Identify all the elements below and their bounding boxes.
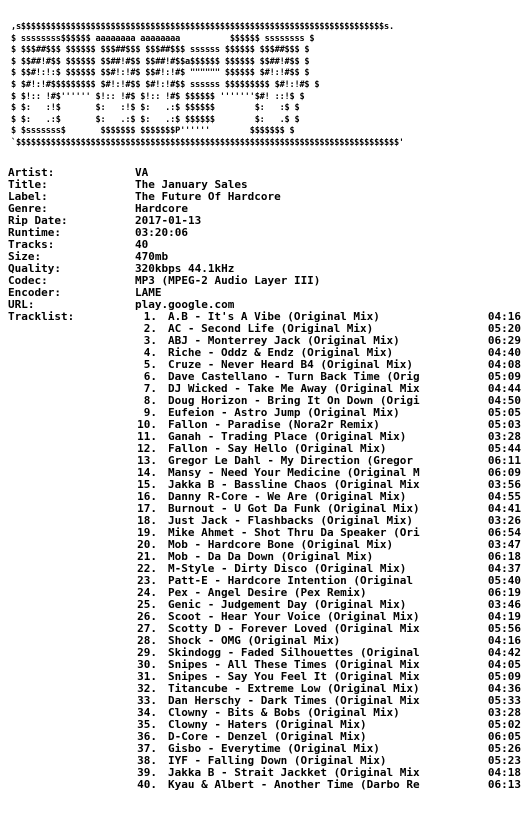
track-title: ABJ - Monterrey Jack (Original Mix)	[168, 335, 400, 347]
track-row	[135, 395, 521, 407]
track-num: 22.	[137, 562, 157, 575]
track-row	[135, 779, 521, 791]
track-time: 05:05	[485, 407, 521, 419]
track-num: 32.	[137, 682, 157, 695]
track-row	[135, 587, 521, 599]
track-num: 25.	[137, 598, 157, 611]
track-title: Mob - Hardcore Bone (Original Mix)	[168, 539, 394, 551]
track-time: 06:11	[485, 455, 521, 467]
track-title: Scotty D - Forever Loved (Original Mix	[168, 623, 420, 635]
tracklist	[135, 311, 521, 791]
track-time: 03:47	[485, 539, 521, 551]
track-num: 9.	[143, 406, 157, 419]
track-time: 06:13	[485, 779, 521, 791]
track-time: 04:50	[485, 395, 521, 407]
track-title: D-Core - Denzel (Original Mix)	[168, 731, 367, 743]
track-num: 1.	[143, 310, 157, 323]
track-row	[135, 479, 521, 491]
info-key: Rip Date:	[8, 214, 68, 227]
track-time: 03:26	[485, 515, 521, 527]
info-row	[8, 287, 524, 299]
track-row	[135, 431, 521, 443]
track-num: 14.	[137, 466, 157, 479]
track-time: 04:55	[485, 491, 521, 503]
track-row	[135, 743, 521, 755]
track-row	[135, 467, 521, 479]
track-num: 26.	[137, 610, 157, 623]
track-title: A.B - It's A Vibe (Original Mix)	[168, 311, 380, 323]
info-row	[8, 299, 524, 311]
info-row	[8, 167, 524, 179]
track-row	[135, 707, 521, 719]
info-value: The January Sales	[135, 178, 248, 191]
track-time: 05:56	[485, 623, 521, 635]
track-row	[135, 515, 521, 527]
track-row	[135, 419, 521, 431]
info-value: The Future Of Hardcore	[135, 190, 281, 203]
track-row	[135, 683, 521, 695]
track-title: Clowny - Haters (Original Mix)	[168, 719, 367, 731]
track-row	[135, 359, 521, 371]
track-row	[135, 563, 521, 575]
track-time: 06:19	[485, 587, 521, 599]
track-time: 04:41	[485, 503, 521, 515]
track-row	[135, 731, 521, 743]
info-key: Title:	[8, 178, 48, 191]
track-time: 04:36	[485, 683, 521, 695]
track-title: Dave Castellano - Turn Back Time (Orig	[168, 371, 420, 383]
track-title: Snipes - All These Times (Original Mix	[168, 659, 420, 671]
info-value: 470mb	[135, 250, 169, 263]
track-num: 39.	[137, 766, 157, 779]
track-time: 04:40	[485, 347, 521, 359]
track-row	[135, 623, 521, 635]
track-row	[135, 575, 521, 587]
track-num: 11.	[137, 430, 157, 443]
track-title: Scoot - Hear Your Voice (Original Mix)	[168, 611, 420, 623]
track-title: Fallon - Paradise (Nora2r Remix)	[168, 419, 380, 431]
track-num: 34.	[137, 706, 157, 719]
track-title: Mike Ahmet - Shot Thru Da Speaker (Ori	[168, 527, 420, 539]
track-title: Gregor Le Dahl - My Direction (Gregor	[168, 455, 414, 467]
track-num: 20.	[137, 538, 157, 551]
track-time: 04:18	[485, 767, 521, 779]
track-num: 36.	[137, 730, 157, 743]
track-title: Patt-E - Hardcore Intention (Original	[168, 575, 414, 587]
track-row	[135, 611, 521, 623]
info-value: 40	[135, 238, 149, 251]
track-num: 40.	[137, 778, 157, 791]
track-num: 31.	[137, 670, 157, 683]
track-num: 27.	[137, 622, 157, 635]
track-title: Kyau & Albert - Another Time (Darbo Re	[168, 779, 420, 791]
info-row	[8, 191, 524, 203]
track-title: M-Style - Dirty Disco (Original Mix)	[168, 563, 407, 575]
track-row	[135, 671, 521, 683]
track-time: 05:20	[485, 323, 521, 335]
track-time: 05:23	[485, 755, 521, 767]
track-title: Shock - OMG (Original Mix)	[168, 635, 341, 647]
track-time: 06:54	[485, 527, 521, 539]
track-time: 06:09	[485, 467, 521, 479]
track-time: 04:42	[485, 647, 521, 659]
info-value: 320kbps 44.1kHz	[135, 262, 235, 275]
info-value: Hardcore	[135, 202, 188, 215]
info-key: Encoder:	[8, 286, 61, 299]
track-row	[135, 311, 521, 323]
track-row	[135, 755, 521, 767]
info-key: Runtime:	[8, 226, 61, 239]
track-time: 03:56	[485, 479, 521, 491]
track-row	[135, 383, 521, 395]
track-time: 05:03	[485, 419, 521, 431]
track-time: 06:18	[485, 551, 521, 563]
info-value: VA	[135, 166, 149, 179]
info-key: URL:	[8, 298, 35, 311]
track-num: 6.	[143, 370, 157, 383]
info-row	[8, 251, 524, 263]
track-time: 05:40	[485, 575, 521, 587]
ascii-art-logo: ,s$$$$$$$$$$$$$$$$$$$$$$$$$$$$$$$$$$$$$$$$$$$$$$$$$$$$$$$$$$$$$$$$$$$$$$$$$s. $ ssssssss$$$$$$ aaaaaaaa aaaaaaaa $$$$$$ ssssssss $ $ $$$##$$$ $$$$$$ $$$##$$$ $$$##$$$ ssssss $$$$$$ $$$##$$$ $ $ $$##!#$$ $$$$$$ $$##!#$$ $$##!#$$a$$$$$$ $$$$$$ $$##!#$$ $ $ $$#!:!:$ $$$$$$ $$#!:!#$ $$#!:!#$ """""" $$$$$$ $#!:!#$$ $ $ $#!:!#$$$$$$$$$ $#!:!#$$ $#!:!#$$ ssssss $$$$$$$$$ $#!:!#$ $ $ $!:: !#$'''''' $!:: !#$ $!:: !#$ $$$$$$ '''''''$#! ::!$ $ $ $: :!$ $: :!$ $: .:$ $$$$$$ $: :$ $ $ $: .:$ $: .:$ $: .:$ $$$$$$ $: .$ $ $ $sssssss$ $$$$$$$ $$$$$$$P'''''' $$$$$$$ $ `$$$$$$$$$$$$$$$$$$$$$$$$$$$$$$$$$$$$$$$$$$$$$$$$$$$$$$$$$$$$$$$$$$$$$$$$$$$$$'	[10, 22, 404, 148]
track-title: Pex - Angel Desire (Pex Remix)	[168, 587, 367, 599]
info-row	[8, 203, 524, 215]
track-row	[135, 551, 521, 563]
info-key: Artist:	[8, 166, 55, 179]
track-row	[135, 335, 521, 347]
track-row	[135, 659, 521, 671]
info-key: Codec:	[8, 274, 48, 287]
info-key: Tracks:	[8, 238, 55, 251]
track-num: 15.	[137, 478, 157, 491]
track-num: 33.	[137, 694, 157, 707]
track-num: 3.	[143, 334, 157, 347]
track-row	[135, 371, 521, 383]
track-title: Riche - Oddz & Endz (Original Mix)	[168, 347, 394, 359]
track-title: Skindogg - Faded Silhouettes (Original	[168, 647, 420, 659]
info-value: play.google.com	[135, 298, 235, 311]
track-row	[135, 323, 521, 335]
track-num: 16.	[137, 490, 157, 503]
track-time: 03:28	[485, 707, 521, 719]
track-title: Jakka B - Bassline Chaos (Original Mix	[168, 479, 420, 491]
track-title: Jakka B - Strait Jackket (Original Mix	[168, 767, 420, 779]
track-row	[135, 647, 521, 659]
track-row	[135, 407, 521, 419]
track-num: 10.	[137, 418, 157, 431]
track-time: 04:16	[485, 311, 521, 323]
track-title: Genic - Judgement Day (Original Mix)	[168, 599, 407, 611]
track-title: Fallon - Say Hello (Original Mix)	[168, 443, 387, 455]
track-time: 03:46	[485, 599, 521, 611]
track-title: Mob - Da Da Down (Original Mix)	[168, 551, 374, 563]
track-row	[135, 503, 521, 515]
info-key: Genre:	[8, 202, 48, 215]
track-row	[135, 767, 521, 779]
track-row	[135, 719, 521, 731]
track-num: 37.	[137, 742, 157, 755]
track-time: 06:29	[485, 335, 521, 347]
info-key: Quality:	[8, 262, 61, 275]
track-num: 19.	[137, 526, 157, 539]
track-time: 04:19	[485, 611, 521, 623]
track-num: 23.	[137, 574, 157, 587]
track-row	[135, 635, 521, 647]
track-row	[135, 455, 521, 467]
track-num: 18.	[137, 514, 157, 527]
track-num: 38.	[137, 754, 157, 767]
track-time: 03:28	[485, 431, 521, 443]
info-key: Label:	[8, 190, 48, 203]
track-num: 30.	[137, 658, 157, 671]
track-time: 06:05	[485, 731, 521, 743]
info-value: 03:20:06	[135, 226, 188, 239]
track-num: 5.	[143, 358, 157, 371]
track-time: 05:44	[485, 443, 521, 455]
track-num: 35.	[137, 718, 157, 731]
track-time: 04:05	[485, 659, 521, 671]
info-row	[8, 227, 524, 239]
track-num: 21.	[137, 550, 157, 563]
track-row	[135, 527, 521, 539]
track-time: 05:26	[485, 743, 521, 755]
track-title: AC - Second Life (Original Mix)	[168, 323, 374, 335]
info-row	[8, 215, 524, 227]
track-title: Mansy - Need Your Medicine (Original M	[168, 467, 420, 479]
track-row	[135, 539, 521, 551]
track-title: Eufeion - Astro Jump (Original Mix)	[168, 407, 400, 419]
track-num: 13.	[137, 454, 157, 467]
track-num: 8.	[143, 394, 157, 407]
track-num: 29.	[137, 646, 157, 659]
track-title: Cruze - Never Heard B4 (Original Mix)	[168, 359, 414, 371]
track-time: 05:09	[485, 671, 521, 683]
track-num: 7.	[143, 382, 157, 395]
track-title: Clowny - Bits & Bobs (Original Mix)	[168, 707, 400, 719]
track-num: 12.	[137, 442, 157, 455]
info-value: LAME	[135, 286, 162, 299]
track-title: Doug Horizon - Bring It On Down (Origi	[168, 395, 420, 407]
info-row	[8, 275, 524, 287]
track-title: Danny R-Core - We Are (Original Mix)	[168, 491, 407, 503]
track-title: IYF - Falling Down (Original Mix)	[168, 755, 387, 767]
track-row	[135, 599, 521, 611]
track-num: 24.	[137, 586, 157, 599]
track-time: 05:02	[485, 719, 521, 731]
track-time: 05:33	[485, 695, 521, 707]
track-time: 05:09	[485, 371, 521, 383]
track-time: 04:16	[485, 635, 521, 647]
track-time: 04:44	[485, 383, 521, 395]
track-title: Snipes - Say You Feel It (Original Mix	[168, 671, 420, 683]
track-title: Ganah - Trading Place (Original Mix)	[168, 431, 407, 443]
info-key: Tracklist:	[8, 310, 75, 323]
track-num: 4.	[143, 346, 157, 359]
track-time: 04:37	[485, 563, 521, 575]
info-key: Size:	[8, 250, 42, 263]
track-title: Titancube - Extreme Low (Original Mix)	[168, 683, 420, 695]
track-time: 04:08	[485, 359, 521, 371]
track-title: DJ Wicked - Take Me Away (Original Mix	[168, 383, 420, 395]
track-row	[135, 695, 521, 707]
info-row	[8, 239, 524, 251]
track-num: 17.	[137, 502, 157, 515]
track-title: Dan Herschy - Dark Times (Original Mix	[168, 695, 420, 707]
track-title: Gisbo - Everytime (Original Mix)	[168, 743, 380, 755]
track-title: Just Jack - Flashbacks (Original Mix)	[168, 515, 414, 527]
track-num: 2.	[143, 322, 157, 335]
release-info	[8, 167, 524, 323]
track-row	[135, 443, 521, 455]
track-title: Burnout - U Got Da Funk (Original Mix)	[168, 503, 420, 515]
track-row	[135, 347, 521, 359]
info-value: 2017-01-13	[135, 214, 202, 227]
track-row	[135, 491, 521, 503]
track-num: 28.	[137, 634, 157, 647]
info-value: MP3 (MPEG-2 Audio Layer III)	[135, 274, 321, 287]
